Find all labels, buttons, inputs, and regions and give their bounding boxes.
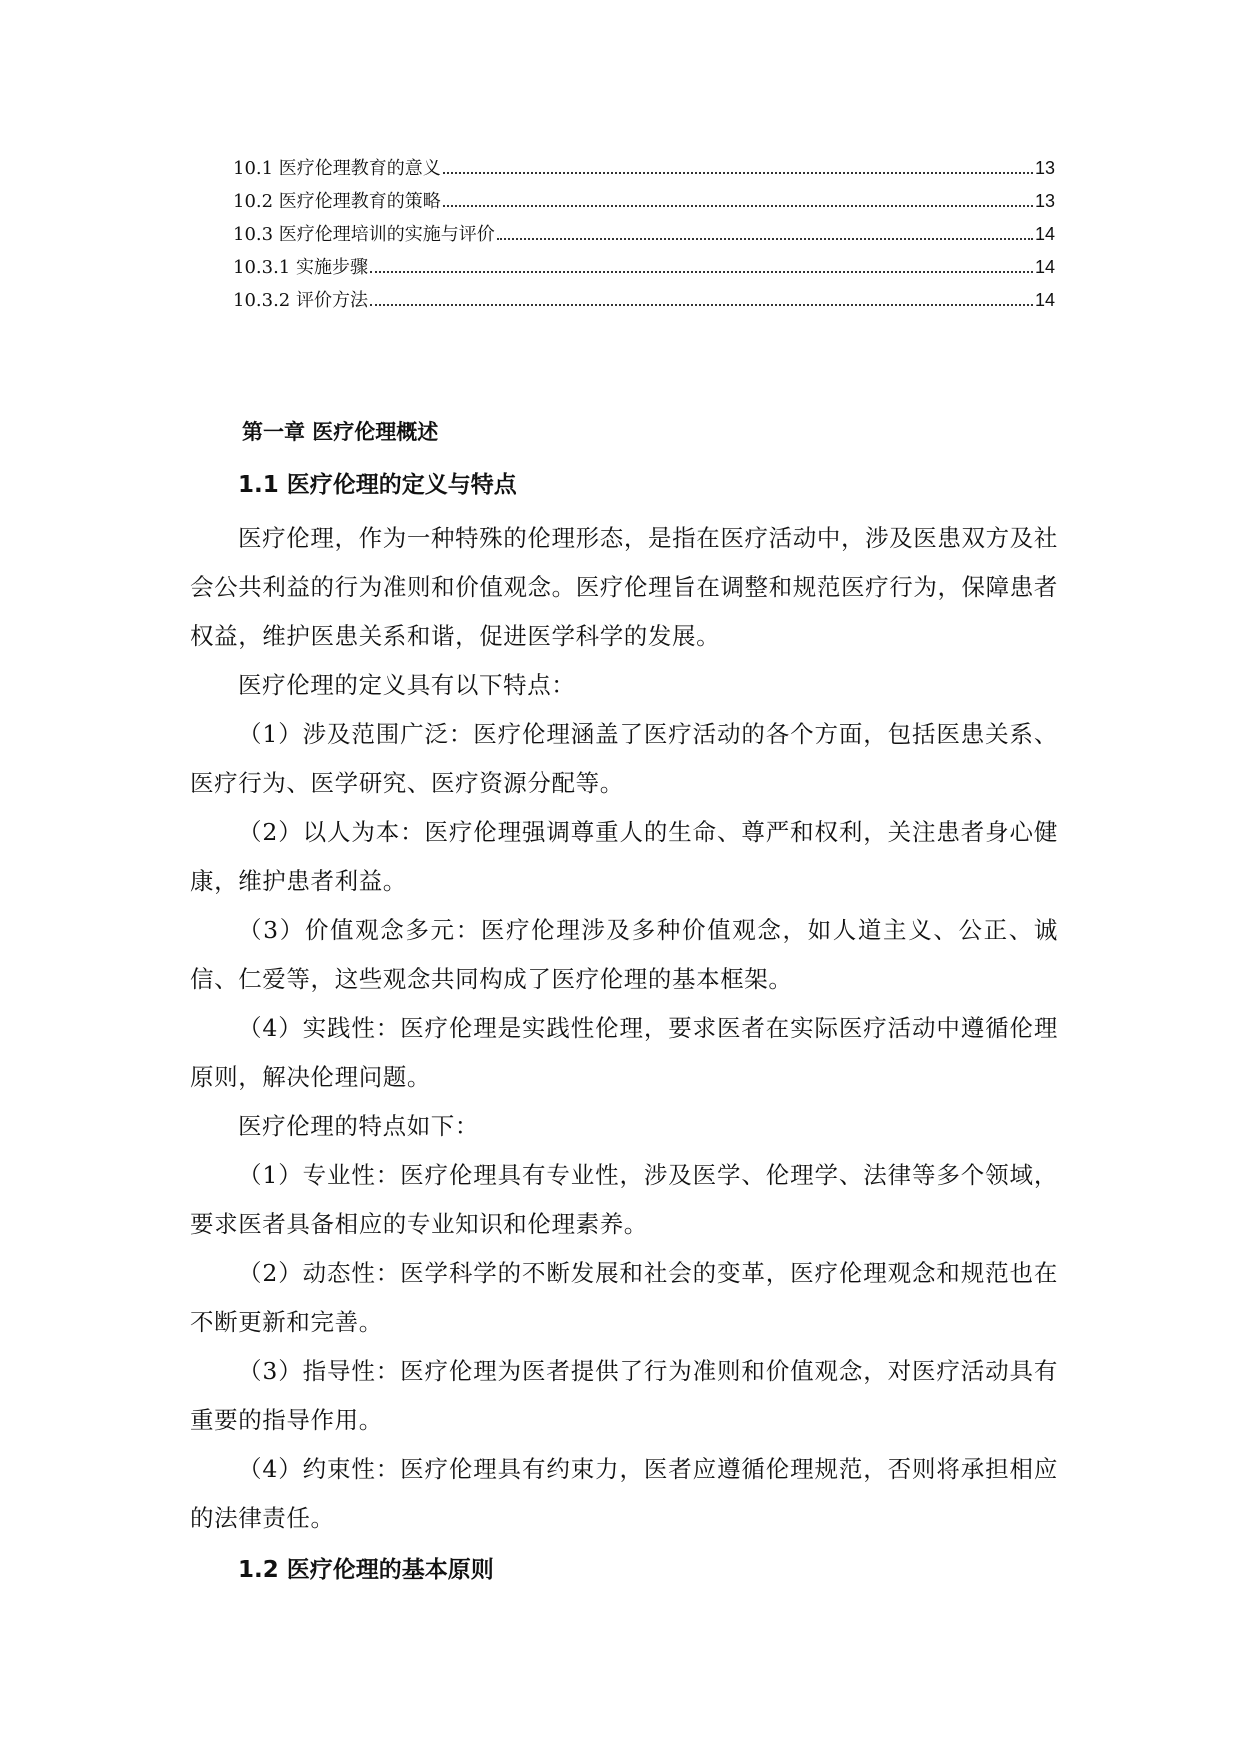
toc-entry[interactable] xyxy=(233,286,1055,319)
toc-leader-dots xyxy=(443,204,1033,207)
toc-entry-label: 10.3 医疗伦理培训的实施与评价 xyxy=(233,224,495,245)
toc-entry-label: 10.3.1 实施步骤 xyxy=(233,257,368,278)
toc-entry-page: 13 xyxy=(1034,191,1055,211)
toc-entry-label: 10.1 医疗伦理教育的意义 xyxy=(233,158,441,179)
toc-entry-page: 13 xyxy=(1034,158,1055,178)
paragraph: 医疗伦理的特点如下： xyxy=(238,1112,479,1140)
toc-entry[interactable] xyxy=(233,220,1055,253)
section-heading-1-1: 1.1 医疗伦理的定义与特点 xyxy=(238,472,517,498)
section-heading-1-2: 1.2 医疗伦理的基本原则 xyxy=(238,1557,494,1583)
toc-entry-page: 14 xyxy=(1034,290,1055,310)
chapter-title: 第一章 医疗伦理概述 xyxy=(242,420,439,444)
toc-entry[interactable] xyxy=(233,187,1055,220)
paragraph: （1）涉及范围广泛：医疗伦理涵盖了医疗活动的各个方面，包括医患关系、医疗行为、医学研究、医疗资源分配等。 xyxy=(190,720,1058,797)
toc-entry-label: 10.2 医疗伦理教育的策略 xyxy=(233,191,441,212)
toc-entry-label: 10.3.2 评价方法 xyxy=(233,290,368,311)
paragraph: （4）实践性：医疗伦理是实践性伦理，要求医者在实际医疗活动中遵循伦理原则，解决伦理问题。 xyxy=(190,1014,1058,1091)
toc-leader-dots xyxy=(497,237,1033,240)
paragraph: （2）以人为本：医疗伦理强调尊重人的生命、尊严和权利，关注患者身心健康，维护患者利益。 xyxy=(190,818,1058,895)
paragraph: （1）专业性：医疗伦理具有专业性，涉及医学、伦理学、法律等多个领域，要求医者具备相应的专业知识和伦理素养。 xyxy=(190,1161,1058,1238)
document-body xyxy=(190,412,1058,1599)
toc-entry-page: 14 xyxy=(1034,257,1055,277)
paragraph: 医疗伦理，作为一种特殊的伦理形态，是指在医疗活动中，涉及医患双方及社会公共利益的行为准则和价值观念。医疗伦理旨在调整和规范医疗行为，保障患者权益，维护医患关系和谐，促进医学科学的发展。 xyxy=(190,524,1058,650)
paragraph: （3）价值观念多元：医疗伦理涉及多种价值观念，如人道主义、公正、诚信、仁爱等，这些观念共同构成了医疗伦理的基本框架。 xyxy=(190,916,1058,993)
toc-leader-dots xyxy=(370,303,1033,306)
paragraph: （3）指导性：医疗伦理为医者提供了行为准则和价值观念，对医疗活动具有重要的指导作用。 xyxy=(190,1357,1058,1434)
paragraph: 医疗伦理的定义具有以下特点： xyxy=(238,671,576,699)
toc-entry[interactable] xyxy=(233,253,1055,286)
toc-leader-dots xyxy=(370,270,1033,273)
toc-entry[interactable] xyxy=(233,154,1055,187)
toc-leader-dots xyxy=(443,171,1033,174)
table-of-contents xyxy=(233,154,1055,319)
paragraph: （2）动态性：医学科学的不断发展和社会的变革，医疗伦理观念和规范也在不断更新和完善。 xyxy=(190,1259,1058,1336)
toc-entry-page: 14 xyxy=(1034,224,1055,244)
paragraph: （4）约束性：医疗伦理具有约束力，医者应遵循伦理规范，否则将承担相应的法律责任。 xyxy=(190,1455,1058,1532)
